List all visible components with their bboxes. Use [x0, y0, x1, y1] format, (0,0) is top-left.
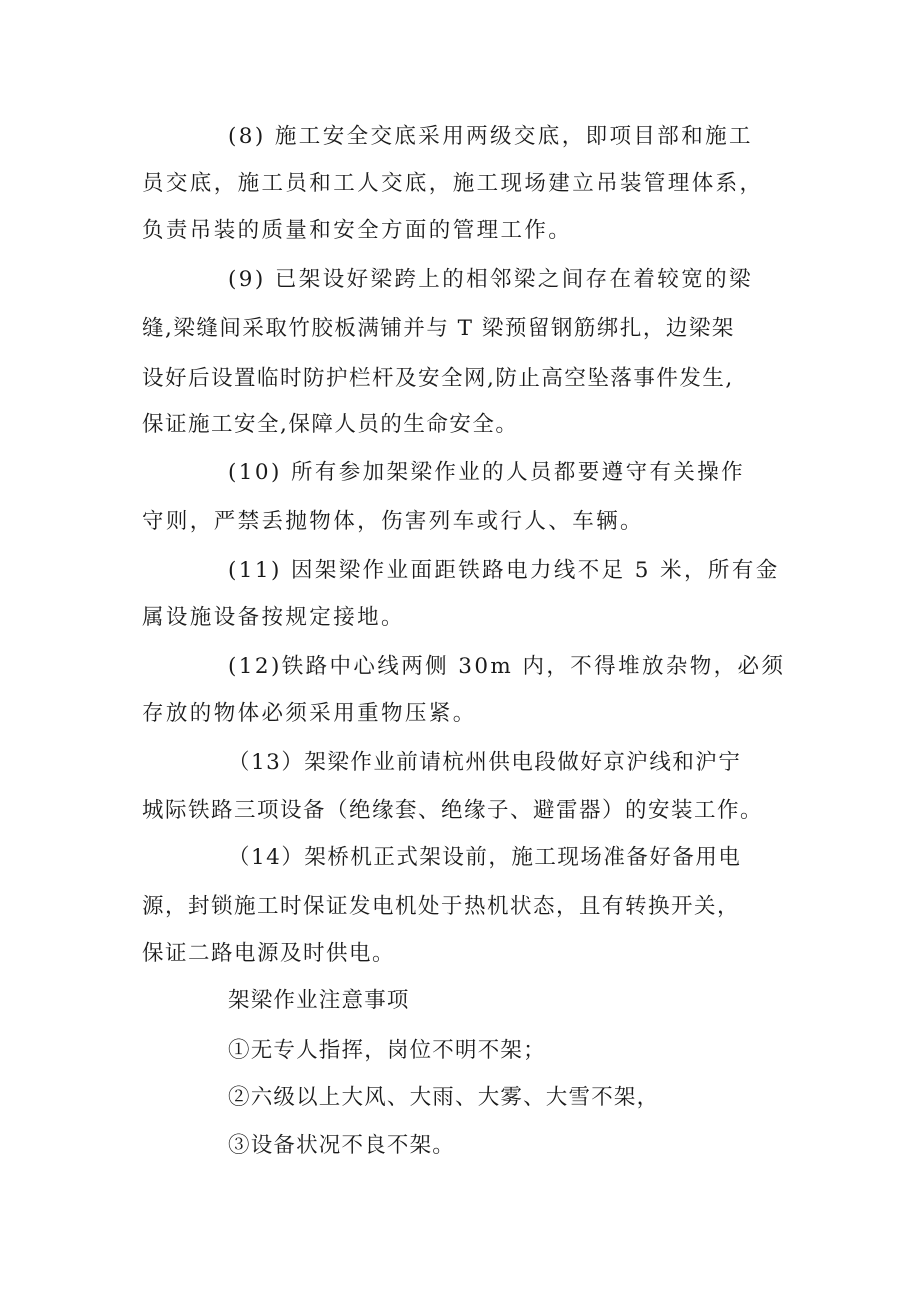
paragraph-13-line-1: （13）架梁作业前请杭州供电段做好京沪线和沪宁: [228, 750, 742, 775]
paragraph-11-line-1: (11) 因架梁作业面距铁路电力线不足 5 米，所有金: [228, 558, 780, 583]
paragraph-12-line-1: (12)铁路中心线两侧 30m 内，不得堆放杂物，必须: [228, 654, 786, 679]
paragraph-8-line-1: (8) 施工安全交底采用两级交底，即项目部和施工: [228, 124, 753, 149]
paragraph-14-line-2: 源，封锁施工时保证发电机处于热机状态，且有转换开关，: [142, 894, 741, 919]
paragraph-8-line-2: 员交底，施工员和工人交底，施工现场建立吊装管理体系，: [142, 171, 764, 196]
notes-item-2: ②六级以上大风、大雨、大雾、大雪不架，: [228, 1085, 660, 1110]
notes-item-3: ③设备状况不良不架。: [228, 1133, 456, 1158]
paragraph-9-line-1: (9) 已架设好梁跨上的相邻梁之间存在着较宽的梁: [228, 267, 753, 292]
paragraph-11-line-2: 属设施设备按规定接地。: [142, 605, 405, 630]
paragraph-9-line-3: 设好后设置临时防护栏杆及安全网,防止高空坠落事件发生,: [142, 366, 734, 391]
paragraph-14-line-1: （14）架桥机正式架设前，施工现场准备好备用电: [228, 845, 742, 870]
notes-item-1: ①无专人指挥，岗位不明不架；: [228, 1038, 546, 1063]
paragraph-9-line-4: 保证施工安全,保障人员的生命安全。: [142, 412, 519, 437]
paragraph-8-line-3: 负责吊装的质量和安全方面的管理工作。: [142, 218, 573, 243]
paragraph-12-line-2: 存放的物体必须采用重物压紧。: [142, 701, 477, 726]
paragraph-9-line-2: 缝,梁缝间采取竹胶板满铺并与 T 梁预留钢筋绑扎，边梁架: [142, 316, 735, 341]
paragraph-10-line-2: 守则，严禁丢抛物体，伤害列车或行人、车辆。: [142, 509, 644, 534]
notes-heading: 架梁作业注意事项: [228, 988, 410, 1013]
paragraph-13-line-2: 城际铁路三项设备（绝缘套、绝缘子、避雷器）的安装工作。: [142, 798, 764, 823]
paragraph-14-line-3: 保证二路电源及时供电。: [142, 941, 396, 966]
paragraph-10-line-1: (10) 所有参加架梁作业的人员都要遵守有关操作: [228, 460, 746, 485]
